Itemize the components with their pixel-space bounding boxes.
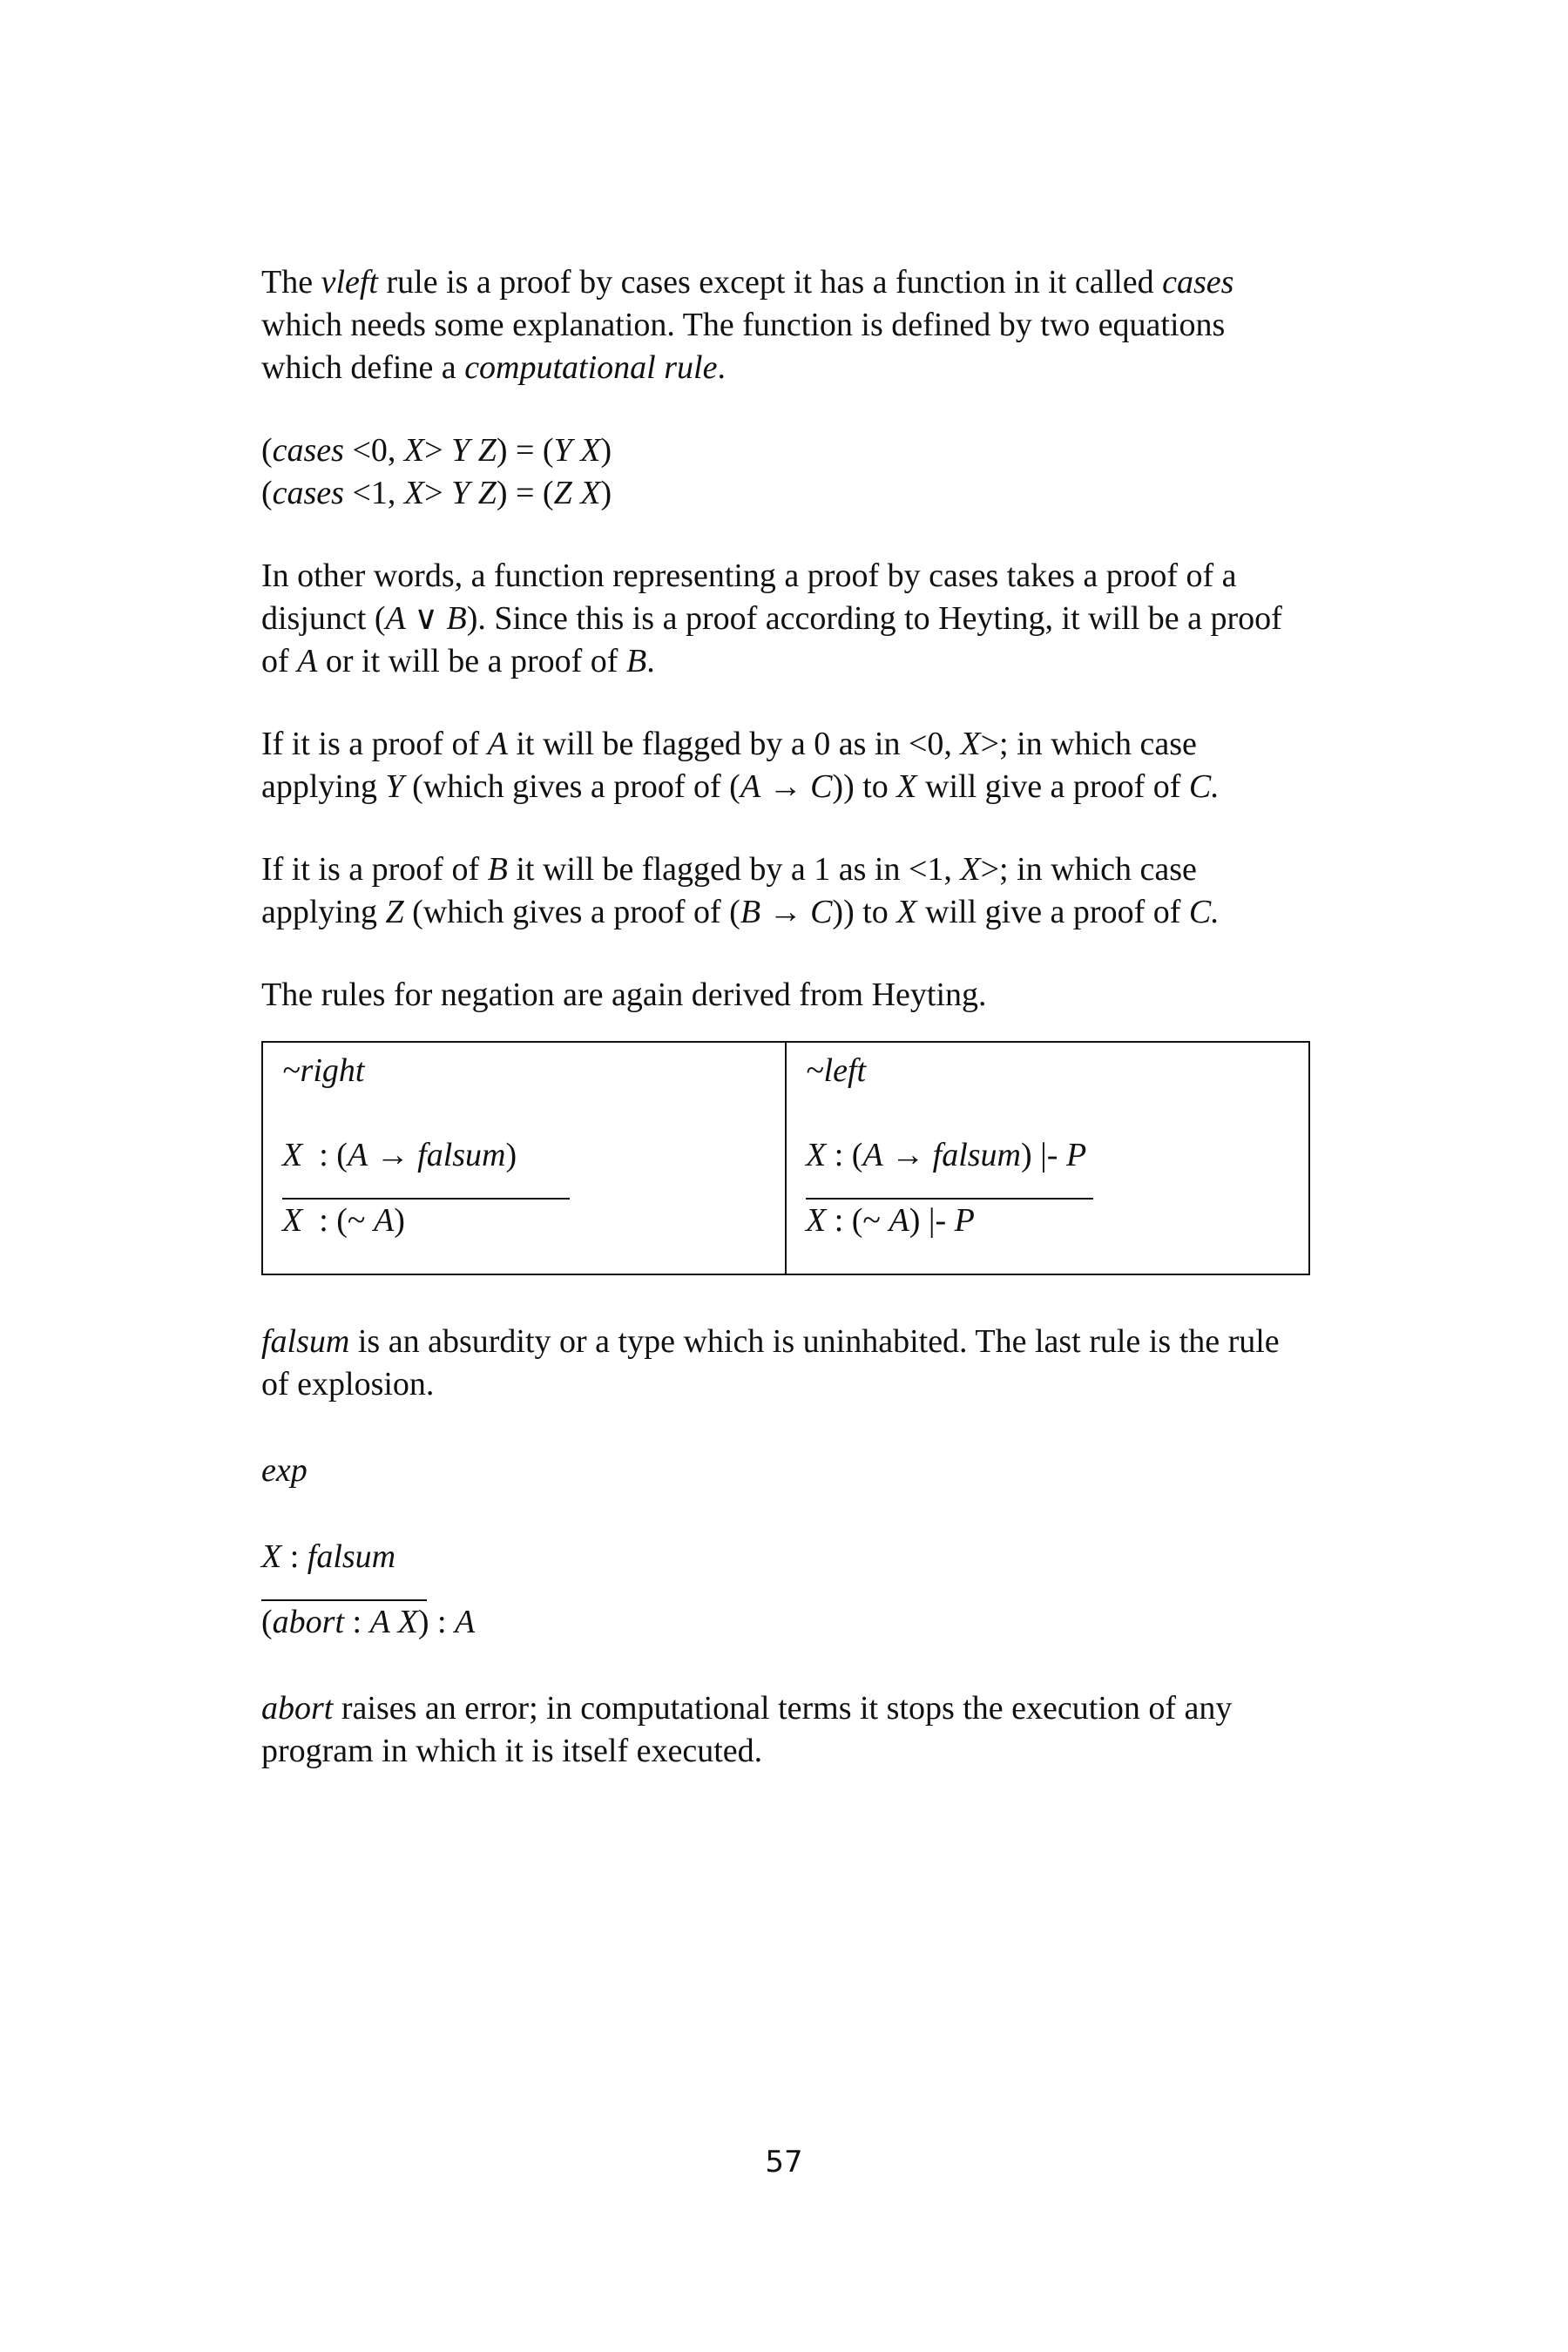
text-italic: cases xyxy=(1162,264,1234,301)
inference-line xyxy=(282,1177,570,1200)
page-content xyxy=(261,261,1310,1773)
rule-title: ~left xyxy=(806,1052,867,1089)
paragraph-vleft-intro xyxy=(261,261,1310,389)
text: which needs some explanation. The function is defined by two equations which define a xyxy=(261,307,1226,386)
paragraph-abort: abort raises an error; in computational terms it stops the execution of any program in which it is itself executed. xyxy=(261,1690,1233,1769)
rule-conclusion: X : (~ A) |- P xyxy=(806,1202,975,1239)
text-italic: computational rule xyxy=(464,349,718,386)
equation-cases-0: (cases <0, X> Y Z) = (Y X) xyxy=(261,432,612,469)
page-number: 57 xyxy=(765,2145,803,2180)
rule-title: ~right xyxy=(282,1052,365,1089)
equation-cases-1: (cases <1, X> Y Z) = (Z X) xyxy=(261,475,612,511)
inference-line xyxy=(261,1578,427,1601)
negation-rules-table xyxy=(261,1041,1310,1275)
paragraph-disjunct: In other words, a function representing a proof by cases takes a proof of a disjunct (A ∨ B). Since this is a proof according to Heyting, it will be a proof of A or it will be a proof of B. xyxy=(261,558,1282,679)
rule-exp-conclusion: (abort : A X) : A xyxy=(261,1604,476,1640)
text-italic: vleft xyxy=(321,264,378,301)
rule-premise: X : (A → falsum) xyxy=(282,1137,517,1173)
paragraph-case-a: If it is a proof of A it will be flagged by a 0 as in <0, X>; in which case applying Y (which gives a proof of (A → C)) to X will give a proof of C. xyxy=(261,726,1220,805)
rule-premise: X : (A → falsum) |- P xyxy=(806,1137,1087,1173)
inference-line xyxy=(806,1177,1093,1200)
paragraph-falsum: falsum is an absurdity or a type which is uninhabited. The last rule is the rule of explosion. xyxy=(261,1323,1280,1402)
paragraph-negation-intro: The rules for negation are again derived from Heyting. xyxy=(261,977,987,1013)
text: The xyxy=(261,264,321,301)
text: . xyxy=(717,349,726,386)
rule-exp-premise: X : falsum xyxy=(261,1538,396,1575)
rule-exp-title: exp xyxy=(261,1452,308,1489)
paragraph-case-b: If it is a proof of B it will be flagged by a 1 as in <1, X>; in which case applying Z (which gives a proof of (B → C)) to X will give a proof of C. xyxy=(261,851,1220,930)
rule-conclusion: X : (~ A) xyxy=(282,1202,405,1239)
rule-cell-not-left xyxy=(786,1042,1309,1274)
text: rule is a proof by cases except it has a function in it called xyxy=(377,264,1163,301)
rule-cell-not-right xyxy=(262,1042,786,1274)
